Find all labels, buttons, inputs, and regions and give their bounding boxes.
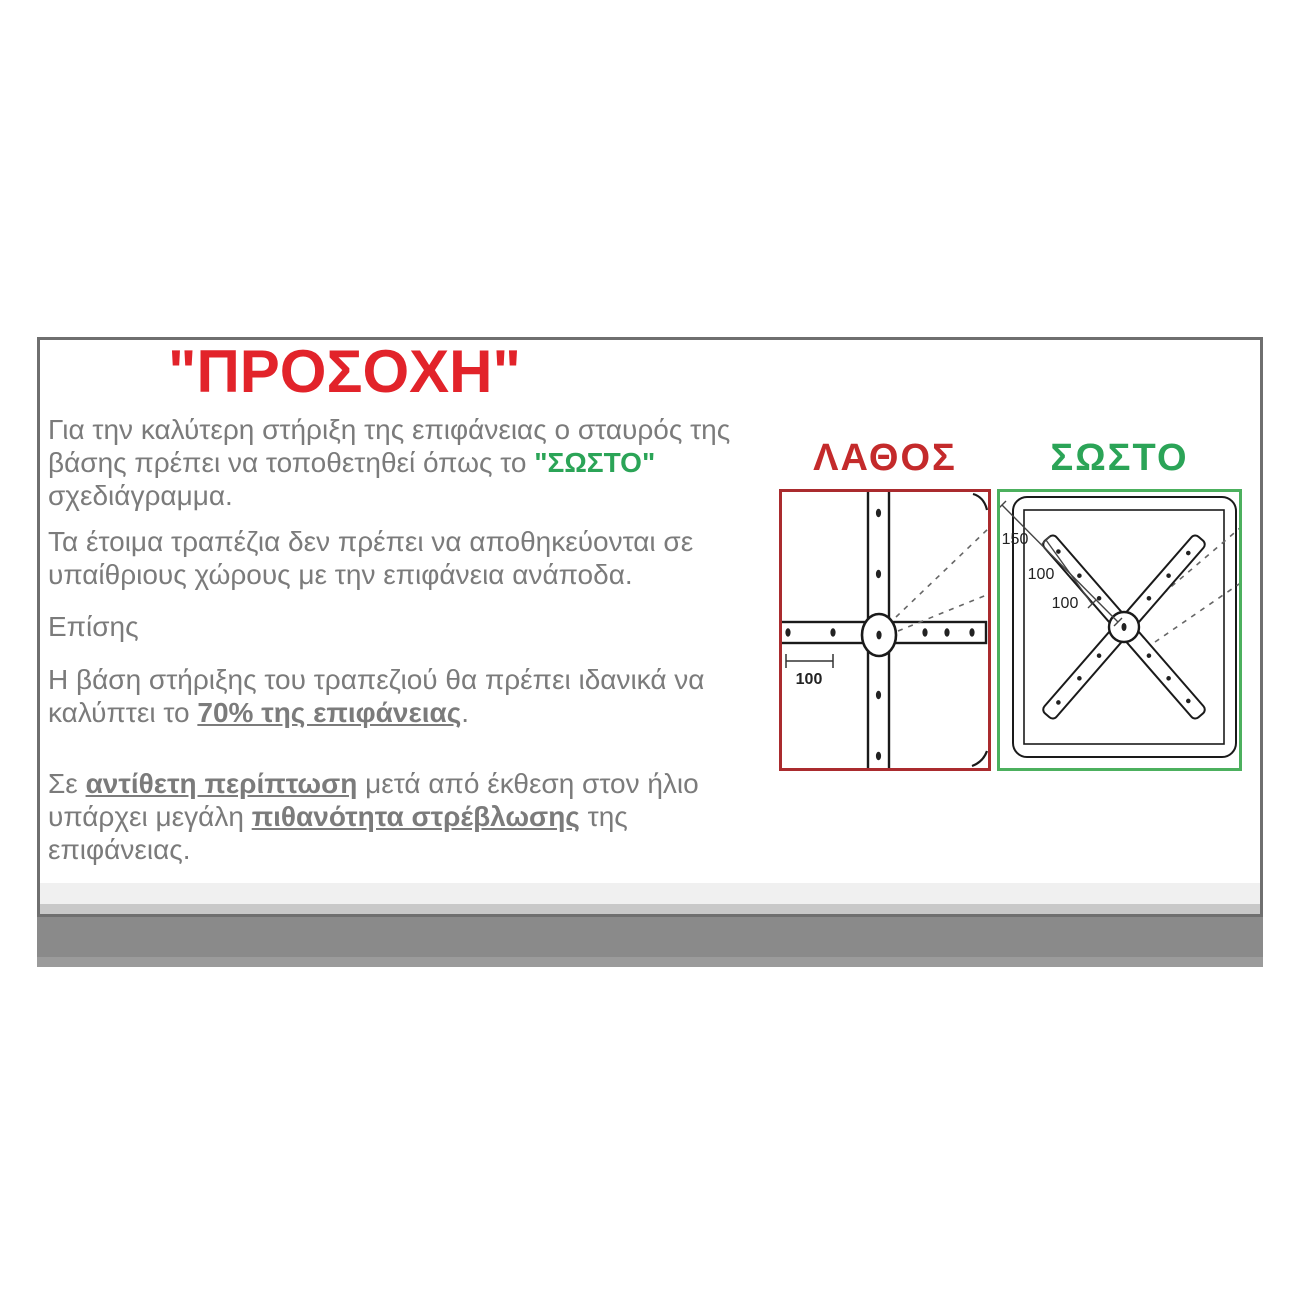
correct-diagram-label: ΣΩΣΤΟ [1050, 437, 1189, 479]
screw-hole [876, 509, 881, 517]
text-line [48, 558, 693, 591]
text-line [48, 446, 730, 479]
screw-hole [876, 752, 881, 760]
center-hole [1122, 623, 1127, 631]
emphasized-text: αντίθετη περίπτωση [85, 768, 358, 799]
wrong-diagram-label: ΛΑΘΟΣ [813, 437, 957, 479]
dashed-diagonal-1 [896, 528, 988, 617]
body-text: βάσης πρέπει να τοποθετηθεί όπως το [48, 447, 535, 478]
paragraph-also [48, 610, 139, 643]
page-title: "ΠΡΟΣΟΧΗ" [168, 338, 521, 405]
text-line [48, 800, 699, 833]
body-text: καλύπτει το [48, 697, 198, 728]
screw-hole [876, 570, 881, 578]
text-line [48, 413, 730, 446]
warning-slide [37, 337, 1263, 917]
paragraph-support-direction [48, 413, 730, 512]
body-text: Σε [48, 768, 86, 799]
slide-bottom-strip-light [40, 883, 1260, 904]
paragraph-coverage-rule [48, 663, 705, 729]
body-text: υπάρχει μεγάλη [48, 801, 252, 832]
body-text: Για την καλύτερη στήριξη της επιφάνειας ο σταυρός της [48, 414, 731, 445]
screw-hole [830, 628, 835, 636]
footer-bar-lower [37, 957, 1263, 967]
wrong-diagram-drawing [782, 492, 988, 768]
screw-hole [944, 628, 949, 636]
emphasized-text: 70% της επιφάνειας [197, 697, 462, 728]
body-text: Επίσης [48, 611, 139, 642]
dimension-label-100: 100 [795, 671, 823, 688]
screw-hole [969, 628, 974, 636]
screw-hole [922, 628, 927, 636]
wrong-diagram [779, 489, 991, 771]
body-text: υπαίθριους χώρους με την επιφάνεια ανάποδα. [48, 559, 633, 590]
body-text: Η βάση στήριξης του τραπεζιού θα πρέπει ιδανικά να [48, 664, 705, 695]
body-text: σχεδιάγραμμα. [48, 480, 233, 511]
body-text: Τα έτοιμα τραπέζια δεν πρέπει να αποθηκεύονται σε [48, 526, 694, 557]
emphasized-text: "ΣΩΣΤΟ" [534, 447, 656, 478]
dimension-label-100b: 100 [1051, 595, 1079, 612]
body-text: επιφάνειας. [48, 834, 191, 865]
table-corner-arc-top [973, 494, 987, 510]
text-line [48, 479, 730, 512]
paragraph-storage-warning [48, 525, 693, 591]
slide-bottom-strip-mid [40, 904, 1260, 914]
footer-bar [37, 917, 1263, 957]
text-line [48, 696, 705, 729]
body-text: μετά από έκθεση στον ήλιο [357, 768, 699, 799]
center-hole [876, 631, 881, 640]
paragraph-warp-risk [48, 767, 699, 866]
dimension-label-100a: 100 [1027, 566, 1055, 583]
text-line [48, 525, 693, 558]
screw-hole [785, 628, 790, 636]
body-text: . [461, 697, 470, 728]
body-text: της [579, 801, 628, 832]
text-line [48, 767, 699, 800]
correct-diagram [997, 489, 1242, 771]
text-line [48, 610, 139, 643]
emphasized-text: πιθανότητα στρέβλωσης [251, 801, 580, 832]
dashed-diagonal-2 [1155, 582, 1239, 642]
dimension-label-150: 150 [1001, 531, 1029, 548]
table-corner-arc-bottom [972, 751, 987, 766]
correct-diagram-drawing [1000, 492, 1239, 768]
screw-hole [876, 691, 881, 699]
text-line [48, 833, 699, 866]
text-line [48, 663, 705, 696]
